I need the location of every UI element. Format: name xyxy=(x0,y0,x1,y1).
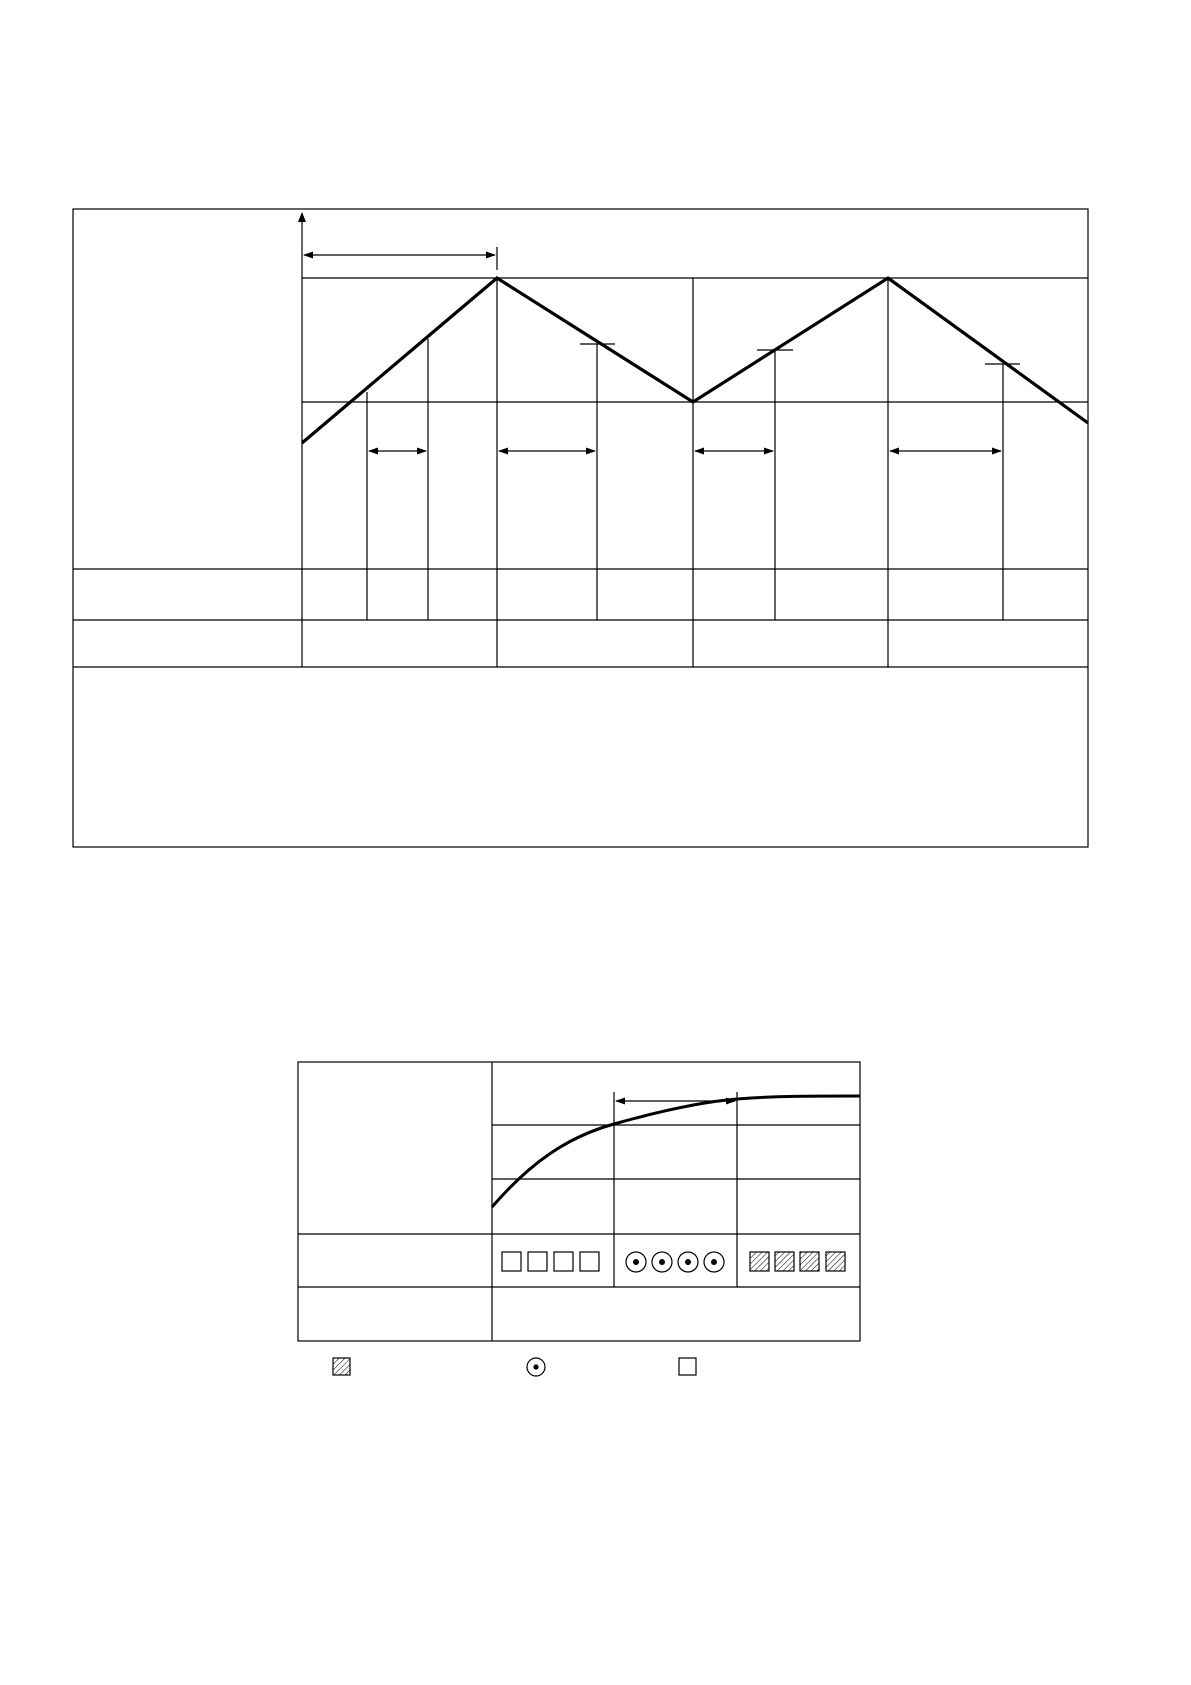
diagram2-frame xyxy=(298,1062,860,1341)
diagram2-saturation-curve xyxy=(492,1096,860,1207)
diagram2-hatched-square-group xyxy=(750,1252,845,1271)
diagram2-empty-square-group xyxy=(502,1252,599,1271)
empty-square-icon xyxy=(502,1252,521,1271)
hatched-square-icon xyxy=(750,1252,769,1271)
hatched-square-icon xyxy=(333,1358,350,1375)
diagram1-triangle-wave xyxy=(302,278,1088,443)
hatched-square-icon xyxy=(826,1252,845,1271)
hatched-square-icon xyxy=(775,1252,794,1271)
triangle-waveform-diagram xyxy=(73,209,1088,847)
empty-square-icon xyxy=(679,1358,696,1375)
empty-square-icon xyxy=(528,1252,547,1271)
diagram2-dotted-circle-group xyxy=(626,1252,724,1272)
empty-square-icon xyxy=(554,1252,573,1271)
empty-square-icon xyxy=(580,1252,599,1271)
diagram1-frame xyxy=(73,209,1088,847)
hatched-square-icon xyxy=(800,1252,819,1271)
diagram2-legend xyxy=(333,1358,696,1376)
saturation-curve-diagram xyxy=(298,1062,860,1341)
